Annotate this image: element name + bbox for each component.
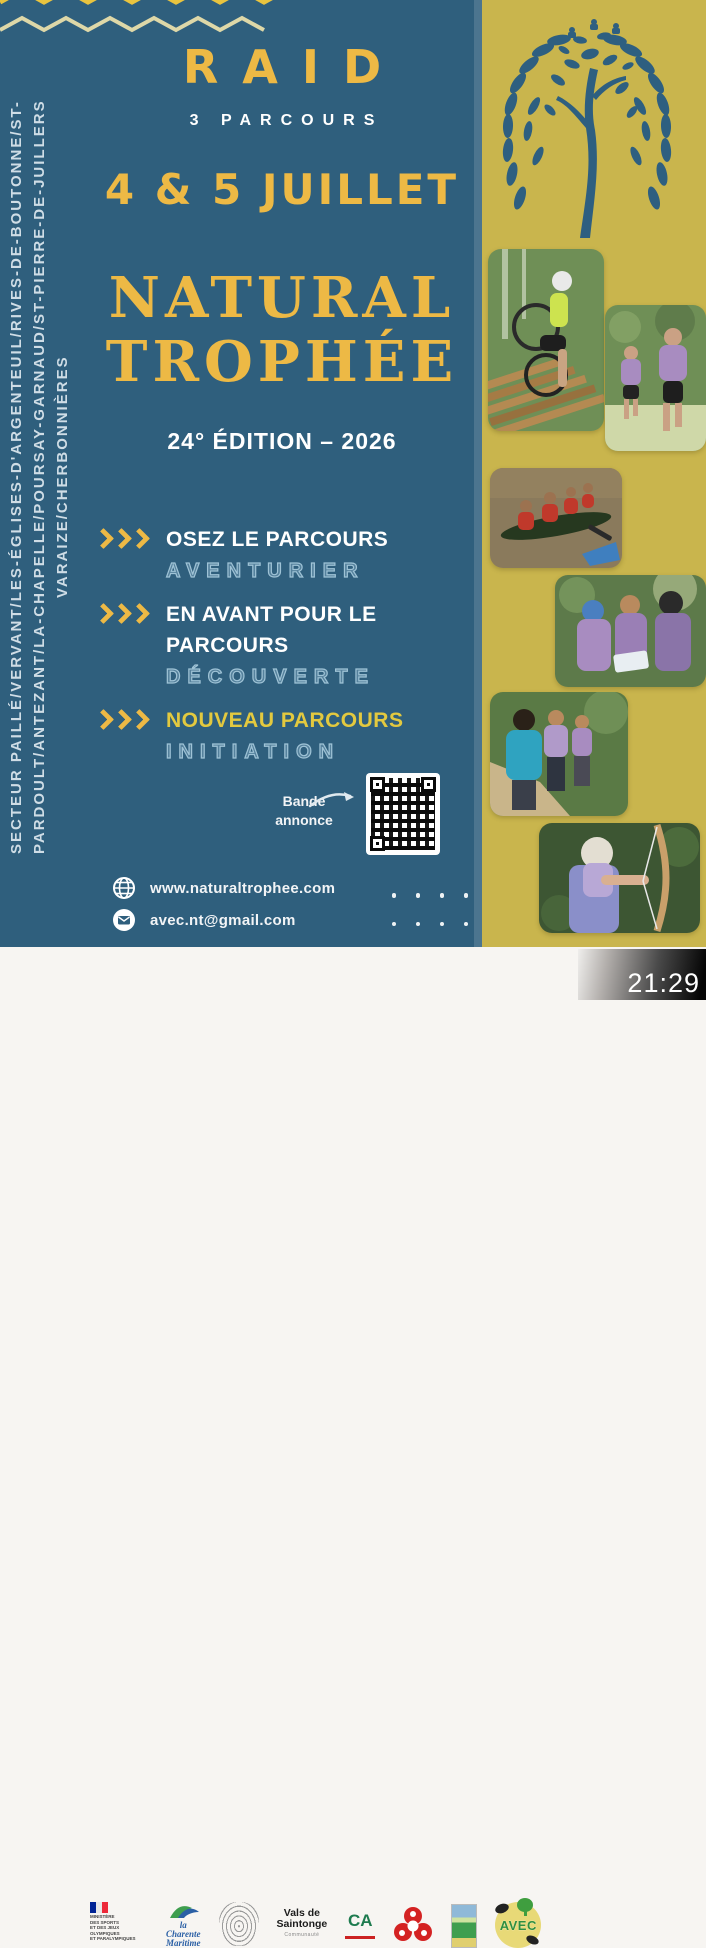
cyclist-silhouette-icon (494, 1902, 510, 1915)
ministry-line: MINISTÈRE (90, 1914, 115, 1919)
photo-trail-runners-purple-bibs (605, 305, 706, 451)
logo-la-charente-maritime (166, 1902, 201, 1948)
fingerprint-icon (219, 1902, 259, 1946)
logo-avec (495, 1902, 541, 1948)
photo-mountain-bike-pallet-obstacle (488, 249, 604, 431)
vals-sublabel: Communauté (284, 1932, 320, 1938)
logo-ministere-des-sports (90, 1902, 148, 1942)
red-trefoil-icon (393, 1906, 433, 1944)
email-row (112, 908, 296, 932)
website-link[interactable]: www.naturaltrophee.com (150, 879, 336, 897)
envelope-icon (112, 908, 136, 932)
credit-agricole-monogram: CA (345, 1906, 375, 1939)
logo-red-emblem (393, 1906, 433, 1944)
poster-main-panel (0, 0, 482, 947)
tree-laurel-logo (494, 16, 680, 243)
tree-icon (517, 1898, 533, 1912)
charente-line: Charente (166, 1929, 201, 1939)
logo-fingerprint (219, 1902, 259, 1946)
curved-arrow-icon (276, 786, 360, 812)
device-bottom-overlay (578, 949, 706, 1000)
email-link[interactable]: avec.nt@gmail.com (150, 911, 296, 929)
poster-title: RAID (182, 40, 406, 94)
dot-grid-decoration (382, 893, 482, 926)
photo-canoe-team-red-lifevests (490, 468, 622, 568)
trailer-label: Bande annonce (275, 793, 333, 828)
device-clock: 21:29 (627, 968, 700, 998)
photo-blindfolded-team-walk (490, 692, 628, 816)
chevron-arrows-icon (96, 606, 150, 621)
globe-icon (112, 876, 136, 900)
sector-line: VARAIZE/CHERBONNIÈRES (54, 355, 71, 599)
sector-line: PARDOULT/ANTEZANT/LA-CHAPELLE/POURSAY-GARNAUD/ST-PIERRE-DE-JUILLERS (31, 99, 48, 855)
event-name-line2: TROPHÉE (105, 329, 459, 395)
event-name (84, 266, 480, 394)
photo-cyclists-reading-map (555, 575, 706, 687)
course-item-decouverte (96, 599, 426, 691)
logo-credit-agricole (345, 1906, 375, 1939)
vals-line: Saintonge (276, 1918, 328, 1930)
ministry-line: DES SPORTS (90, 1919, 120, 1925)
course-item-aventurier (96, 524, 426, 585)
event-name-line1: NATURAL (108, 265, 456, 331)
course-highlight: AVENTURIER (166, 560, 365, 582)
course-list (96, 524, 426, 780)
ministry-line: ET DES JEUX OLYMPIQUES (90, 1925, 120, 1936)
course-title: NOUVEAU PARCOURS (166, 709, 404, 732)
ministry-line: ET PARALYMPIQUES (90, 1936, 136, 1941)
poster-photo-column (482, 0, 706, 949)
avec-label: AVEC (499, 1917, 537, 1933)
chevron-arrows-icon (96, 712, 150, 727)
french-flag-icon (90, 1902, 108, 1913)
sector-line: SECTEUR PAILLÉ/VERVANT/LES-ÉGLISES-D'ARGENTEUIL/RIVES-DE-BOUTONNE/ST- (8, 100, 25, 854)
event-date: 4 & 5 JUILLET (104, 165, 460, 214)
charente-line: la (179, 1920, 187, 1930)
course-highlight: INITIATION (166, 741, 341, 763)
landscape-icon (451, 1904, 477, 1948)
bird-icon (166, 1902, 200, 1920)
course-title: EN AVANT POUR LE PARCOURS (166, 603, 377, 657)
photo-archer-drawing-bow (539, 823, 700, 933)
course-item-initiation (96, 705, 426, 766)
qr-code[interactable] (366, 773, 440, 855)
course-highlight: DÉCOUVERTE (166, 666, 375, 688)
website-row (112, 876, 335, 900)
leaf-silhouette-icon (525, 1934, 540, 1947)
edition-label: 24° ÉDITION – 2026 (167, 428, 397, 454)
vals-line: Vals de (283, 1907, 320, 1919)
course-title: OSEZ LE PARCOURS (166, 528, 389, 551)
logo-landscape (451, 1904, 477, 1948)
poster-subtitle: 3 PARCOURS (189, 112, 384, 129)
logo-vals-de-saintonge (277, 1908, 328, 1941)
chevron-arrows-icon (96, 531, 150, 546)
sector-communes-list (5, 46, 74, 908)
panel-divider (474, 0, 482, 947)
charente-line: Maritime (166, 1938, 201, 1948)
